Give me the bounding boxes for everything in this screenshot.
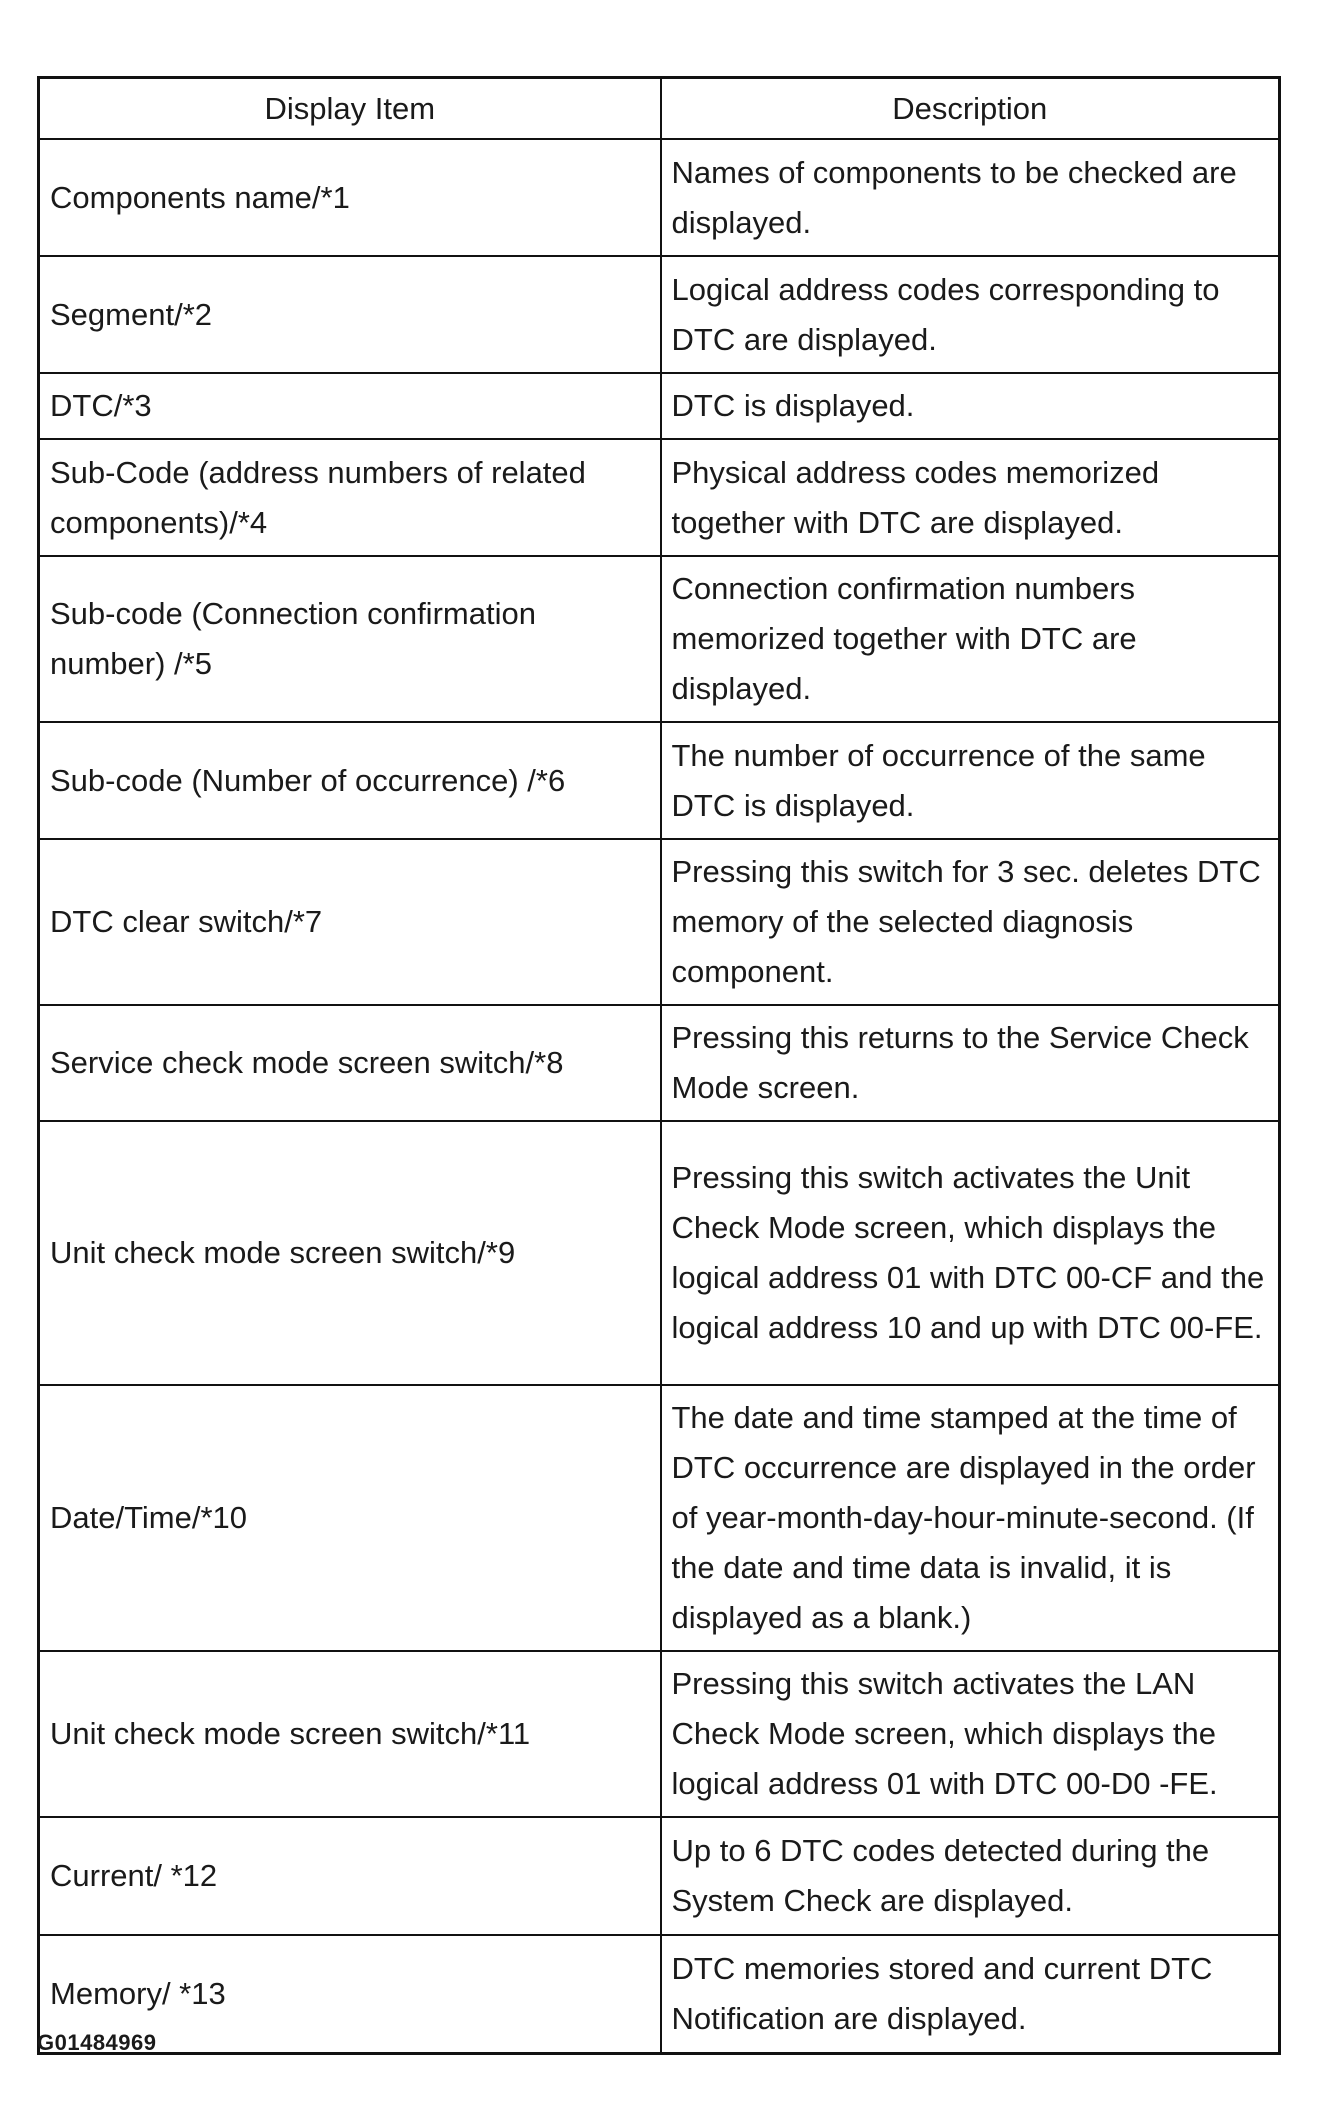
table-row bbox=[39, 839, 1280, 1005]
table-row bbox=[39, 139, 1280, 256]
description-cell: Pressing this switch activates the Unit Check Mode screen, which displays the logical address 01 with DTC 00-CF and the logical address 10 and up with DTC 00-FE. bbox=[661, 1121, 1280, 1385]
description-cell: Connection confirmation numbers memorized together with DTC are displayed. bbox=[661, 556, 1280, 722]
description-cell: Pressing this switch activates the LAN Check Mode screen, which displays the logical address 01 with DTC 00-D0 -FE. bbox=[661, 1651, 1280, 1817]
display-item-cell: Segment/*2 bbox=[39, 256, 661, 373]
table-row bbox=[39, 1817, 1280, 1935]
description-cell: Names of components to be checked are displayed. bbox=[661, 139, 1280, 256]
table-row bbox=[39, 722, 1280, 839]
display-item-cell: Components name/*1 bbox=[39, 139, 661, 256]
display-item-cell: DTC clear switch/*7 bbox=[39, 839, 661, 1005]
description-cell: DTC memories stored and current DTC Notification are displayed. bbox=[661, 1935, 1280, 2053]
table-row bbox=[39, 1935, 1280, 2053]
display-item-cell: Memory/ *13 bbox=[39, 1935, 661, 2053]
table-row bbox=[39, 1121, 1280, 1385]
header-description: Description bbox=[661, 78, 1280, 140]
display-item-table bbox=[37, 76, 1281, 2055]
table-row bbox=[39, 1005, 1280, 1121]
description-cell: Pressing this returns to the Service Check Mode screen. bbox=[661, 1005, 1280, 1121]
header-display-item: Display Item bbox=[39, 78, 661, 140]
display-item-cell: DTC/*3 bbox=[39, 373, 661, 439]
table-row bbox=[39, 439, 1280, 556]
table-row bbox=[39, 1651, 1280, 1817]
description-cell: Up to 6 DTC codes detected during the System Check are displayed. bbox=[661, 1817, 1280, 1935]
description-cell: The number of occurrence of the same DTC is displayed. bbox=[661, 722, 1280, 839]
display-item-cell: Service check mode screen switch/*8 bbox=[39, 1005, 661, 1121]
display-item-cell: Date/Time/*10 bbox=[39, 1385, 661, 1651]
display-item-cell: Sub-Code (address numbers of related components)/*4 bbox=[39, 439, 661, 556]
display-item-cell: Current/ *12 bbox=[39, 1817, 661, 1935]
display-item-table-container bbox=[37, 76, 1278, 2055]
description-cell: Pressing this switch for 3 sec. deletes DTC memory of the selected diagnosis component. bbox=[661, 839, 1280, 1005]
description-cell: Physical address codes memorized together with DTC are displayed. bbox=[661, 439, 1280, 556]
description-cell: Logical address codes corresponding to DTC are displayed. bbox=[661, 256, 1280, 373]
table-row bbox=[39, 1385, 1280, 1651]
table-row bbox=[39, 556, 1280, 722]
description-cell: The date and time stamped at the time of DTC occurrence are displayed in the order of year-month-day-hour-minute-second. (If the date and time data is invalid, it is displayed as a blank.) bbox=[661, 1385, 1280, 1651]
table-row bbox=[39, 256, 1280, 373]
description-cell: DTC is displayed. bbox=[661, 373, 1280, 439]
table-row bbox=[39, 373, 1280, 439]
table-header-row bbox=[39, 78, 1280, 140]
display-item-cell: Sub-code (Connection confirmation number) /*5 bbox=[39, 556, 661, 722]
figure-id: G01484969 bbox=[37, 2030, 157, 2055]
display-item-cell: Unit check mode screen switch/*9 bbox=[39, 1121, 661, 1385]
display-item-cell: Unit check mode screen switch/*11 bbox=[39, 1651, 661, 1817]
display-item-cell: Sub-code (Number of occurrence) /*6 bbox=[39, 722, 661, 839]
